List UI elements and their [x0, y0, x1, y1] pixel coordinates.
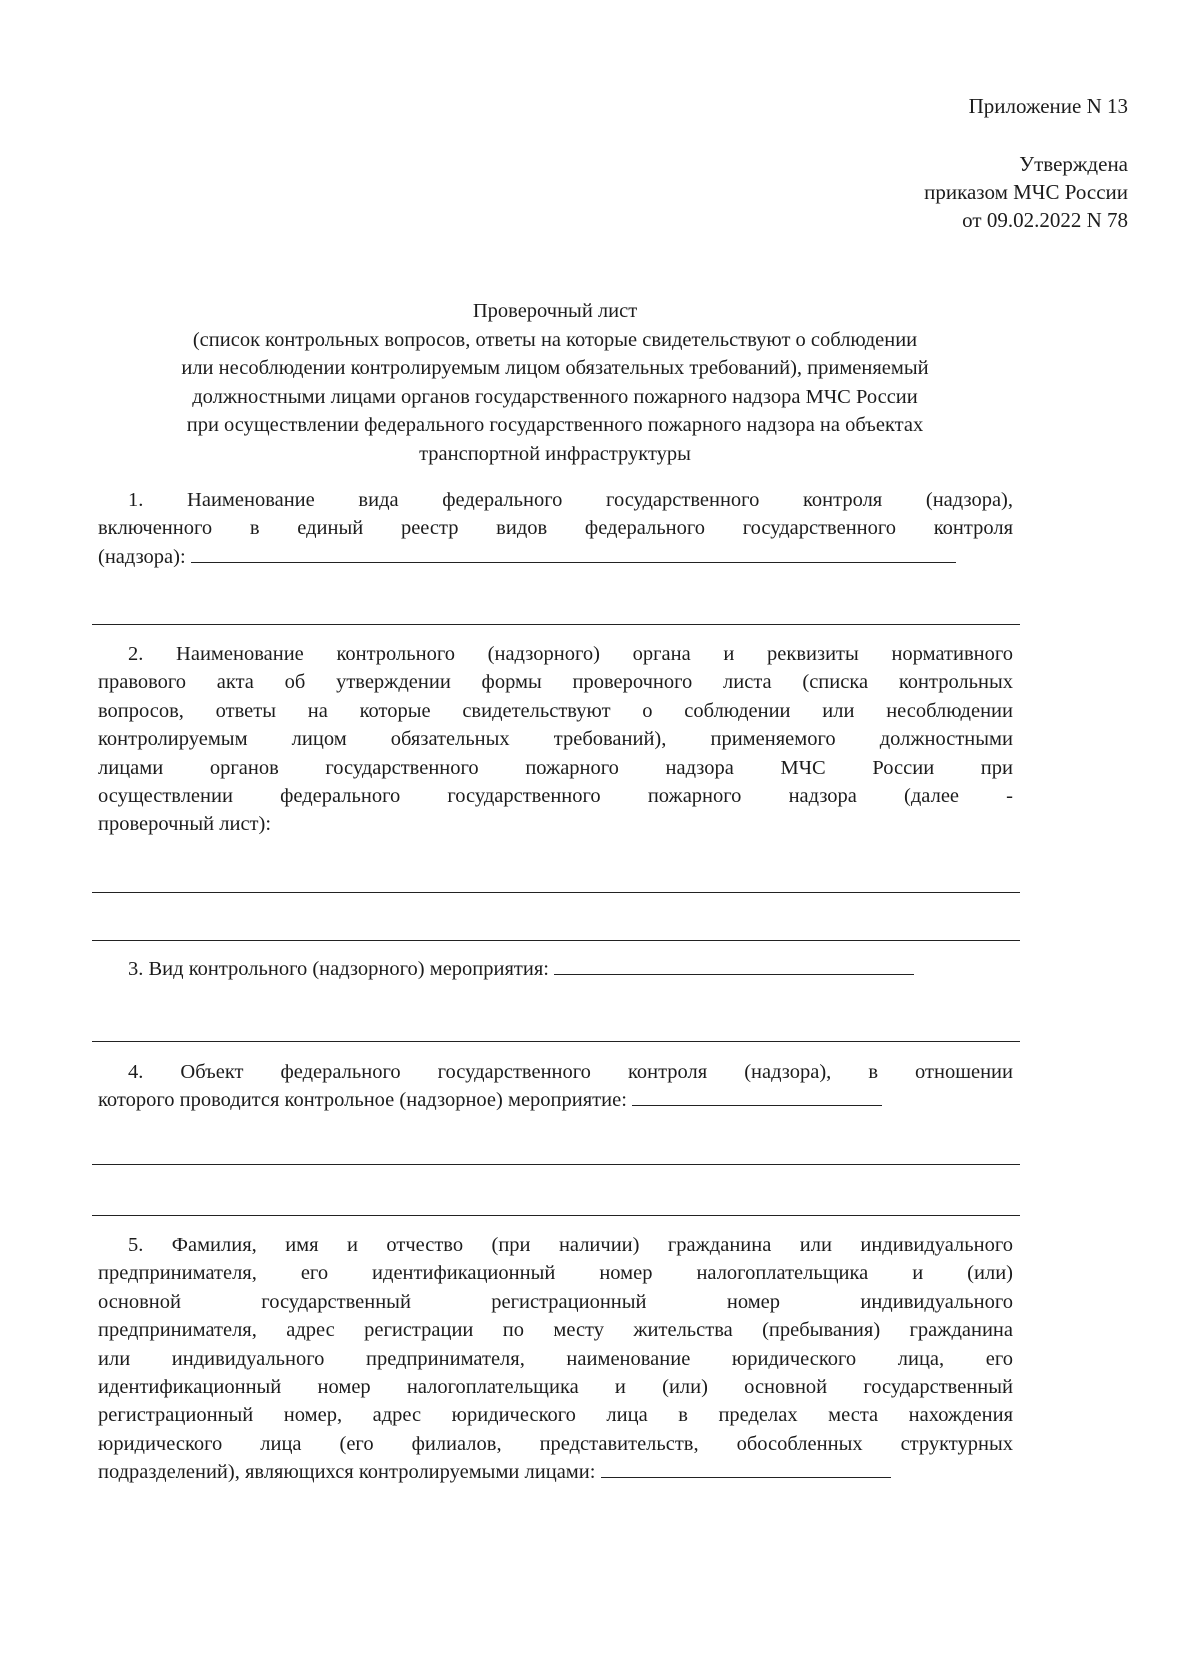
title-line: транспортной инфраструктуры: [419, 442, 691, 465]
item-line-with-field: [98, 1458, 1013, 1486]
item-line: подразделений), являющихся контролируемыми лицами:: [98, 1461, 596, 1484]
item-line: регистрационный номер, адрес юридического лица в пределах места нахождения: [98, 1404, 1013, 1427]
item-line: правового акта об утверждении формы проверочного листа (списка контрольных: [98, 671, 1013, 694]
item-line: (надзора):: [98, 545, 186, 568]
item-4-answer-line[interactable]: [92, 1164, 1020, 1165]
item-line: предпринимателя, адрес регистрации по месту жительства (пребывания) гражданина: [98, 1319, 1013, 1342]
item-line: юридического лица (его филиалов, представительств, обособленных структурных: [98, 1432, 1013, 1455]
item-2-answer-line[interactable]: [92, 892, 1020, 893]
item-1: [98, 486, 1013, 571]
item-3-answer-line[interactable]: [92, 1041, 1020, 1042]
item-line: предпринимателя, его идентификационный номер налогоплательщика и (или): [98, 1262, 1013, 1285]
item-line-with-field: [98, 543, 1013, 571]
item-3-answer-field[interactable]: [554, 956, 914, 975]
item-line: включенного в единый реестр видов федерального государственного контроля: [98, 517, 1013, 540]
title-line: при осуществлении федерального государственного пожарного надзора на объектах: [186, 414, 924, 436]
item-line: 1. Наименование вида федерального государственного контроля (надзора),: [128, 489, 1013, 511]
appendix-label: [969, 92, 1128, 120]
document-title: [100, 297, 1010, 468]
item-line: 3. Вид контрольного (надзорного) мероприятия:: [128, 958, 549, 980]
approval-line: приказом МЧС России: [924, 180, 1128, 204]
item-5: [98, 1231, 1013, 1487]
item-2: [98, 640, 1013, 839]
item-line: которого проводится контрольное (надзорное) мероприятие:: [98, 1089, 627, 1112]
item-5-answer-field[interactable]: [601, 1459, 891, 1478]
item-line: 4. Объект федерального государственного контроля (надзора), в отношении: [128, 1061, 1013, 1083]
item-4: [98, 1058, 1013, 1115]
item-2-answer-line[interactable]: [92, 940, 1020, 941]
item-line: вопросов, ответы на которые свидетельствуют о соблюдении или несоблюдении: [98, 699, 1013, 722]
appendix-text: Приложение N 13: [968, 94, 1128, 118]
item-line: лицами органов государственного пожарного надзора МЧС России при: [98, 756, 1013, 779]
title-line: (список контрольных вопросов, ответы на которые свидетельствуют о соблюдении: [192, 328, 918, 351]
item-line-with-field: [98, 955, 1013, 983]
item-line: идентификационный номер налогоплательщика и (или) основной государственный: [98, 1376, 1013, 1399]
item-1-answer-line[interactable]: [92, 624, 1020, 625]
item-line-with-field: [98, 1086, 1013, 1114]
item-line: или индивидуального предпринимателя, наименование юридического лица, его: [98, 1347, 1013, 1370]
item-3: [98, 955, 1013, 983]
item-line: 2. Наименование контрольного (надзорного) органа и реквизиты нормативного: [128, 643, 1013, 665]
approval-line: Утверждена: [1019, 152, 1128, 176]
title-line: должностными лицами органов государственного пожарного надзора МЧС России: [192, 385, 918, 408]
item-line: осуществлении федерального государственного пожарного надзора (далее -: [98, 785, 1013, 808]
item-line: 5. Фамилия, имя и отчество (при наличии) гражданина или индивидуального: [128, 1234, 1013, 1256]
item-line: контролируемым лицом обязательных требований), применяемого должностными: [98, 728, 1013, 751]
approval-line: от 09.02.2022 N 78: [962, 208, 1128, 232]
item-line: основной государственный регистрационный номер индивидуального: [98, 1290, 1013, 1313]
title-line: Проверочный лист: [472, 300, 638, 322]
approval-block: [924, 150, 1128, 234]
title-line: или несоблюдении контролируемым лицом обязательных требований), применяемый: [181, 357, 929, 379]
item-4-answer-field[interactable]: [632, 1087, 882, 1106]
item-1-answer-field[interactable]: [191, 544, 956, 563]
item-4-answer-line[interactable]: [92, 1215, 1020, 1216]
item-line: проверочный лист):: [98, 813, 272, 836]
